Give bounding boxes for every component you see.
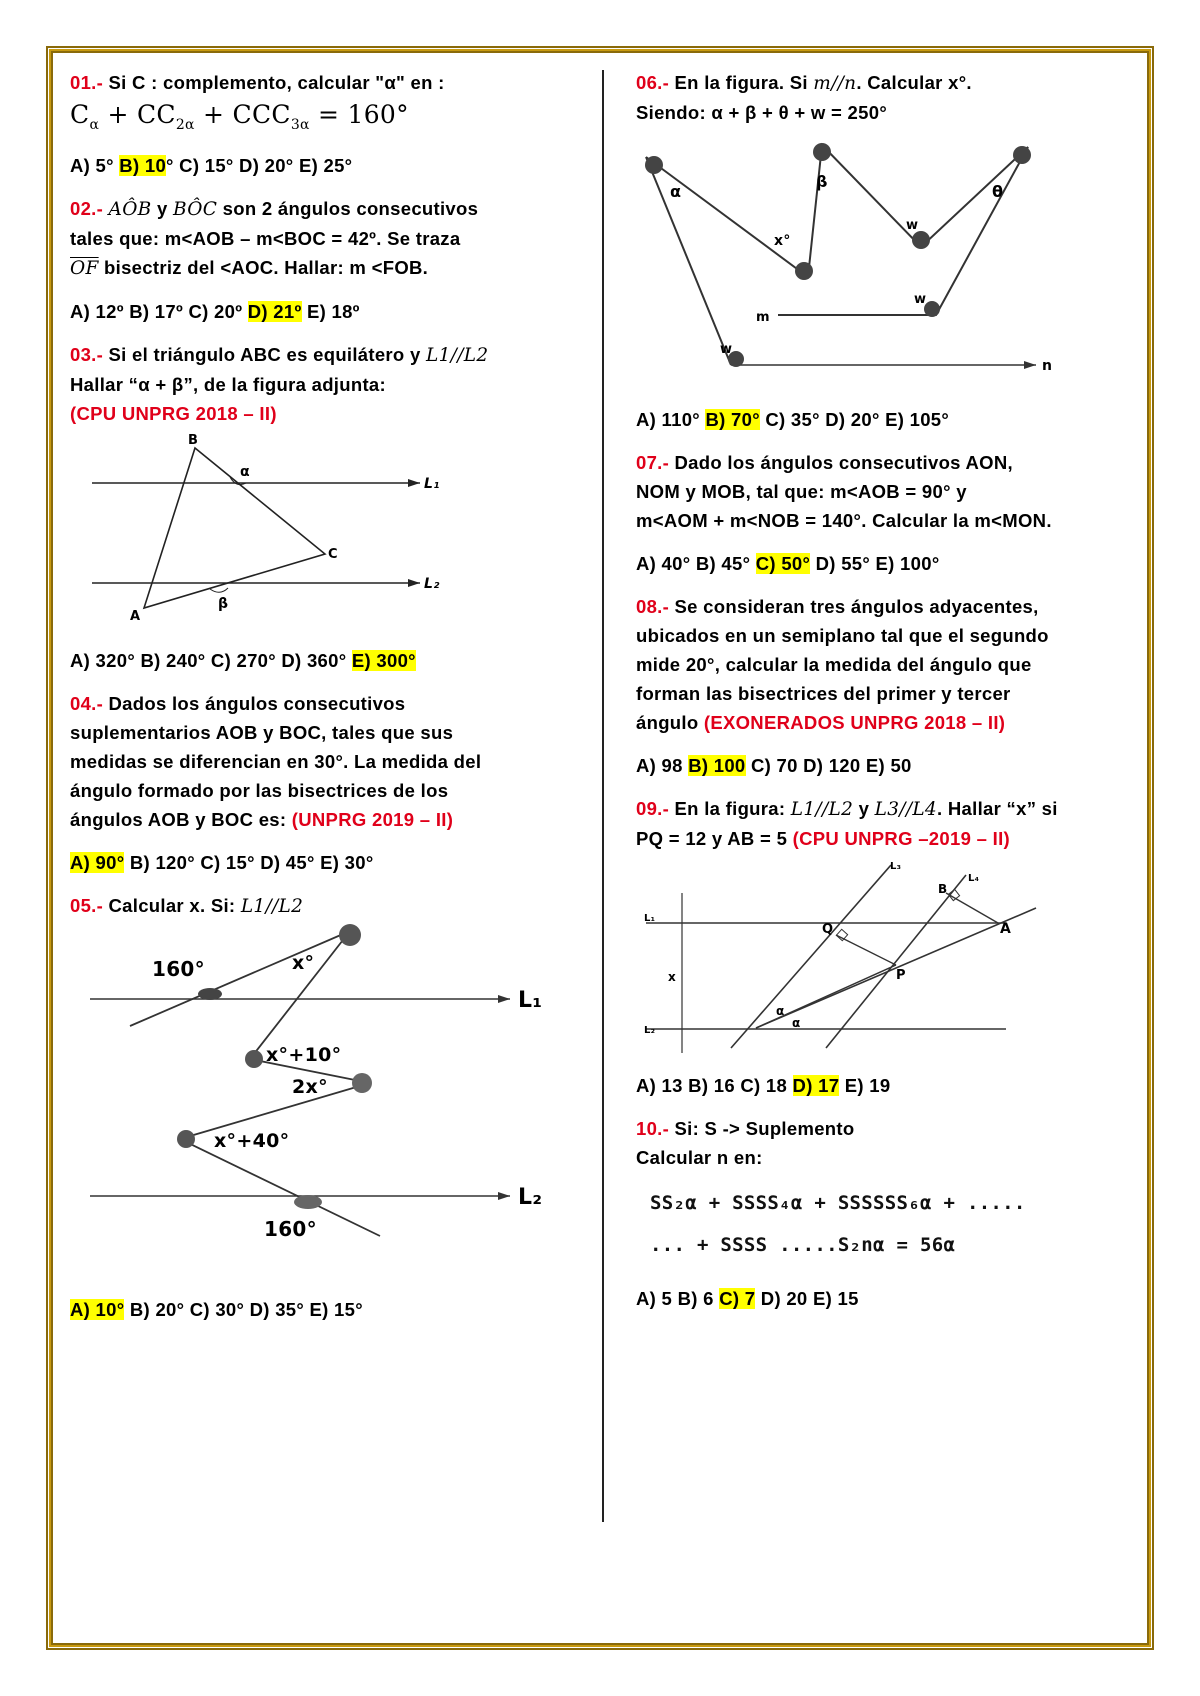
question-08: 08.- Se consideran tres ángulos adyacentes, ubicados en un semiplano tal que el segundo mide 20°, calcular la medida del ángulo que forman las bisectrices del primer y tercer ángulo (EXONERADOS UNPRG 2018 – II) A) 98 B) 100 C) 70 D) 120 E) 50 [636, 592, 1136, 780]
angle-2x: 2x° [292, 1076, 328, 1098]
l2-label: L₂ [518, 1185, 543, 1210]
question-number: 05.- [70, 895, 104, 916]
correct-answer: C) 50° [755, 553, 811, 574]
l2-label: L₂ [424, 576, 440, 592]
answer-options: A) 40° B) 45° C) 50° D) 55° E) 100° [636, 553, 940, 574]
parallel-symbol: L1//L2 [790, 799, 854, 820]
question-05: 05.- Calcular x. Si: L1//L2 160° x° x°+10° 2x° x°+40° 160° L₁ L₂ A) 10° B) 20° C) 30° D) 35° E) 15° [70, 891, 590, 1324]
correct-answer: E) 300° [351, 650, 416, 671]
l2-label: L₂ [644, 1025, 656, 1036]
l3-label: L₃ [890, 861, 902, 872]
question-06: 06.- En la figura. Si m//n. Calcular x°. Siendo: α + β + θ + w = 250° α β θ x° w w w m n A) 110° B) 70° C) 35° D) 20° E) 105° [636, 68, 1136, 434]
correct-answer: C) 7 [719, 1288, 756, 1309]
zigzag-path [646, 145, 1028, 315]
w-label: w [914, 292, 927, 307]
correct-answer: D) 21º [247, 301, 302, 322]
n-label: n [1042, 358, 1053, 374]
beta-label: β [816, 172, 828, 191]
l1-label: L₁ [518, 988, 543, 1013]
angle-x-plus-40: x°+40° [214, 1130, 290, 1152]
answer-options: A) 5° B) 10° C) 15° D) 20° E) 25° [70, 155, 353, 176]
question-10: 10.- Si: S -> Suplemento Calcular n en: SS₂α + SSSS₄α + SSSSSS₆α + ..... ... + SSSS .....S₂nα = 56α A) 5 B) 6 C) 7 D) 20 E) 15 [636, 1114, 1136, 1313]
p-label: P [896, 968, 906, 983]
question-number: 10.- [636, 1118, 670, 1139]
angle-160-top: 160° [152, 957, 205, 981]
parallel-symbol: L1//L2 [426, 345, 489, 366]
vertex-c-label: C [328, 547, 338, 562]
triangle-figure [70, 428, 450, 638]
correct-answer: A) 10° [70, 1299, 125, 1320]
question-text: Si C : complemento, calcular "α" en : [103, 72, 445, 93]
question-01 [70, 68, 590, 180]
zigzag-figure [70, 921, 570, 1291]
question-07: 07.- Dado los ángulos consecutivos AON, NOM y MOB, tal que: m<AOB = 90° y m<AOM + m<NOB = 140°. Calcular la m<MON. A) 40° B) 45° C) 50° D) 55° E) 100° [636, 448, 1136, 578]
question-number: 03.- [70, 344, 104, 365]
question-number: 08.- [636, 596, 670, 617]
angle-x-plus-10: x°+10° [266, 1044, 342, 1066]
parallel-symbol: m//n [813, 73, 857, 94]
parallel-symbol: L3//L4 [874, 799, 938, 820]
answer-options: A) 10° B) 20° C) 30° D) 35° E) 15° [70, 1299, 363, 1320]
answer-options: A) 5 B) 6 C) 7 D) 20 E) 15 [636, 1288, 859, 1309]
w-label: w [906, 218, 919, 233]
vertex-b-label: B [188, 433, 199, 448]
alpha-label: α [792, 1016, 801, 1030]
parallel-symbol: L1//L2 [240, 896, 304, 917]
a-label: A [1000, 921, 1012, 937]
alpha-label: α [776, 1004, 785, 1018]
question-02: 02.- AÔB y BÔC son 2 ángulos consecutivos tales que: m<AOB – m<BOC = 42º. Se traza $\overline{OF}$ bisectriz del <AOC. Hallar: m <FOB. A) 12º B) 17º C) 20º D) 21º E) 18º [70, 194, 590, 326]
polygon-figure [636, 127, 1096, 397]
ray-symbol: $\overline{OF}$ [70, 258, 99, 279]
correct-answer: B) 10 [119, 155, 167, 176]
source-label: (CPU UNPRG 2018 – II) [70, 403, 277, 424]
formula: $C_\alpha + CC_{2\alpha} + CCC_{3\alpha} = 160^\circ$ [70, 100, 409, 133]
question-number: 07.- [636, 452, 670, 473]
l1-label: L₁ [424, 476, 440, 492]
question-number: 01.- [70, 72, 104, 93]
left-column [70, 68, 590, 1324]
l1-label: L₁ [644, 913, 656, 924]
answer-options: A) 98 B) 100 C) 70 D) 120 E) 50 [636, 755, 912, 776]
angle-x: x° [292, 952, 315, 974]
x-label: x° [774, 233, 791, 249]
alpha-label: α [240, 464, 250, 480]
line-l4 [826, 875, 966, 1048]
m-label: m [756, 310, 770, 325]
triangle-abc [144, 448, 325, 608]
column-divider [602, 70, 604, 1522]
question-number: 09.- [636, 798, 670, 819]
beta-label: β [218, 596, 229, 612]
question-03: 03.- Si el triángulo ABC es equilátero y L1//L2 Hallar “α + β”, de la figura adjunta: (CPU UNPRG 2018 – II) B C A α β L₁ L₂ A) 320° B) 240° C) 270° D) 360° E) 300° [70, 340, 590, 675]
formula: SS₂α + SSSS₄α + SSSSSS₆α + ..... ... + SSSS .....S₂nα = 56α [650, 1192, 1026, 1256]
x-label: x [668, 970, 677, 984]
source-label: (CPU UNPRG –2019 – II) [792, 828, 1010, 849]
question-number: 06.- [636, 72, 670, 93]
correct-answer: B) 100 [688, 755, 746, 776]
vertex-a-label: A [130, 609, 141, 624]
angle-symbol: AÔB [108, 199, 152, 220]
right-column [636, 68, 1136, 1313]
question-number: 02.- [70, 198, 104, 219]
answer-options: A) 13 B) 16 C) 18 D) 17 E) 19 [636, 1075, 891, 1096]
l4-label: L₄ [968, 873, 980, 884]
angle-symbol: BÔC [173, 199, 218, 220]
line-l3 [731, 865, 891, 1048]
correct-answer: D) 17 [792, 1075, 840, 1096]
angle-160-bottom: 160° [264, 1217, 317, 1241]
source-label: (UNPRG 2019 – II) [291, 809, 454, 830]
correct-answer: A) 90° [70, 852, 125, 873]
theta-label: θ [992, 182, 1004, 201]
correct-answer: B) 70° [705, 409, 760, 430]
answer-options: A) 90° B) 120° C) 15° D) 45° E) 30° [70, 852, 374, 873]
b-label: B [938, 882, 948, 896]
alpha-label: α [670, 182, 682, 201]
question-number: 04.- [70, 693, 104, 714]
question-04: 04.- Dados los ángulos consecutivos suplementarios AOB y BOC, tales que sus medidas se diferencian en 30°. La medida del ángulo formado por las bisectrices de los ángulos AOB y BOC es: (UNPRG 2019 – II) A) 90° B) 120° C) 15° D) 45° E) 30° [70, 689, 590, 877]
answer-options: A) 110° B) 70° C) 35° D) 20° E) 105° [636, 409, 950, 430]
question-09: 09.- En la figura: L1//L2 y L3//L4. Hallar “x” si PQ = 12 y AB = 5 (CPU UNPRG –2019 – II) L₃ L₄ L₁ L₂ Q P A B x α α A) 13 B) 16 C) 18 D) 17 E) 19 [636, 794, 1136, 1100]
source-label: (EXONERADOS UNPRG 2018 – II) [703, 712, 1006, 733]
answer-options: A) 12º B) 17º C) 20º D) 21º E) 18º [70, 301, 360, 322]
answer-options: A) 320° B) 240° C) 270° D) 360° E) 300° [70, 650, 416, 671]
w-label: w [720, 342, 733, 357]
q-label: Q [822, 922, 834, 937]
parallel-lines-figure [636, 853, 1086, 1063]
